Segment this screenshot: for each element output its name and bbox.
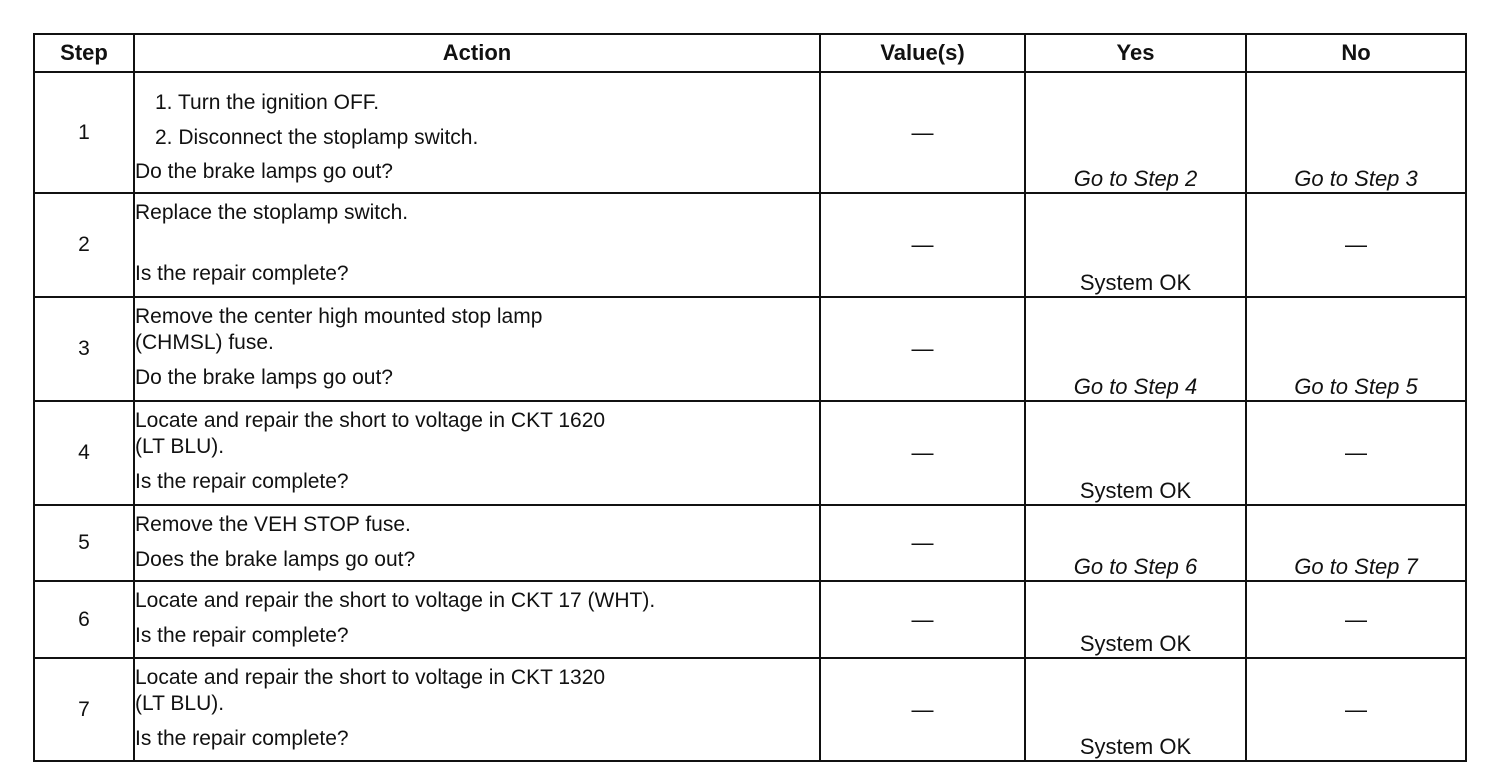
value-cell: —	[820, 297, 1025, 401]
step-number: 1	[34, 72, 134, 193]
action-text: Locate and repair the short to voltage in CKT 1620	[135, 409, 606, 432]
header-values: Value(s)	[820, 34, 1025, 72]
step-number: 5	[34, 505, 134, 581]
table-row	[34, 193, 1466, 297]
value-cell: —	[820, 658, 1025, 761]
action-question: Does the brake lamps go out?	[135, 548, 416, 571]
table-row	[34, 505, 1466, 581]
no-cell: Go to Step 5	[1246, 297, 1466, 401]
no-cell: —	[1246, 193, 1466, 297]
step-number: 4	[34, 401, 134, 505]
table-row	[34, 581, 1466, 658]
action-question: Do the brake lamps go out?	[135, 160, 393, 183]
action-cell	[134, 401, 820, 505]
action-question: Is the repair complete?	[135, 727, 349, 750]
table-row	[34, 658, 1466, 761]
step-number: 3	[34, 297, 134, 401]
action-text: Remove the VEH STOP fuse.	[135, 513, 411, 536]
yes-cell: Go to Step 2	[1025, 72, 1246, 193]
action-cell	[134, 72, 820, 193]
step-number: 7	[34, 658, 134, 761]
action-text: Locate and repair the short to voltage in CKT 17 (WHT).	[135, 589, 656, 612]
header-row	[34, 34, 1466, 72]
yes-cell: Go to Step 4	[1025, 297, 1246, 401]
action-text: (CHMSL) fuse.	[135, 331, 274, 354]
table-row	[34, 401, 1466, 505]
value-cell: —	[820, 581, 1025, 658]
yes-cell: System OK	[1025, 581, 1246, 658]
action-text: (LT BLU).	[135, 435, 225, 458]
action-question: Is the repair complete?	[135, 624, 349, 647]
action-substep: 2. Disconnect the stoplamp switch.	[155, 126, 479, 149]
value-cell: —	[820, 72, 1025, 193]
value-cell: —	[820, 401, 1025, 505]
yes-cell: System OK	[1025, 193, 1246, 297]
step-number: 6	[34, 581, 134, 658]
action-cell	[134, 505, 820, 581]
no-cell: Go to Step 7	[1246, 505, 1466, 581]
value-cell: —	[820, 505, 1025, 581]
diagnostic-table	[33, 33, 1467, 762]
header-action: Action	[134, 34, 820, 72]
no-cell: —	[1246, 658, 1466, 761]
no-cell: Go to Step 3	[1246, 72, 1466, 193]
action-cell	[134, 193, 820, 297]
yes-cell: System OK	[1025, 401, 1246, 505]
action-cell	[134, 581, 820, 658]
action-text: Remove the center high mounted stop lamp	[135, 305, 543, 328]
value-cell: —	[820, 193, 1025, 297]
header-no: No	[1246, 34, 1466, 72]
table-row	[34, 297, 1466, 401]
step-number: 2	[34, 193, 134, 297]
yes-cell: System OK	[1025, 658, 1246, 761]
no-cell: —	[1246, 401, 1466, 505]
action-substep: 1. Turn the ignition OFF.	[155, 91, 380, 114]
header-yes: Yes	[1025, 34, 1246, 72]
action-cell	[134, 297, 820, 401]
no-cell: —	[1246, 581, 1466, 658]
header-step: Step	[34, 34, 134, 72]
action-cell	[134, 658, 820, 761]
action-question: Is the repair complete?	[135, 262, 349, 285]
action-text: Replace the stoplamp switch.	[135, 201, 409, 224]
action-question: Is the repair complete?	[135, 470, 349, 493]
table-row	[34, 72, 1466, 193]
action-text: Locate and repair the short to voltage in CKT 1320	[135, 666, 606, 689]
action-question: Do the brake lamps go out?	[135, 366, 393, 389]
yes-cell: Go to Step 6	[1025, 505, 1246, 581]
action-text: (LT BLU).	[135, 692, 225, 715]
